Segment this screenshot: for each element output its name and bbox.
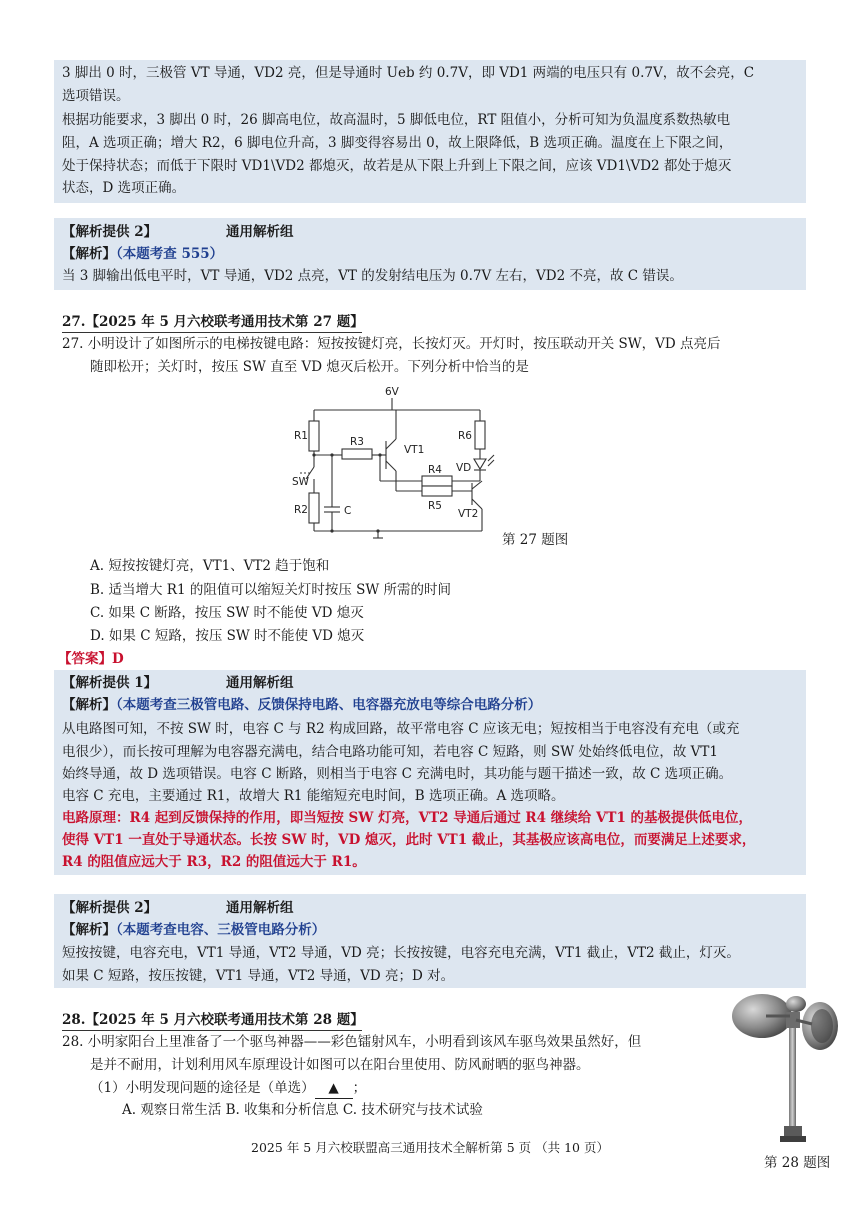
label-r6: R6: [458, 430, 472, 442]
analysis-text: 如果 C 短路，按压按键，VT1 导通，VT2 导通，VD 亮；D 对。: [62, 968, 455, 984]
label-r3: R3: [350, 436, 364, 448]
label-6v: 6V: [385, 386, 399, 398]
answer-blank: ▲: [315, 1078, 353, 1099]
analysis-text: 短按按键，电容充电，VT1 导通，VT2 导通，VD 亮；长按按键，电容充电充满，VT1 截止，VT2 截止，灯灭。: [62, 945, 740, 961]
text-line: 处于保持状态；而低于下限时 VD1\VD2 都熄灭，故若是从下限上升到上下限之间，应该 VD1\VD2 都处于熄灭: [62, 158, 732, 174]
provider-group: 通用解析组: [226, 224, 294, 240]
text-line: 阻，A 选项正确；增大 R2，6 脚电位升高，3 脚变得容易出 0，故上限降低，B 选项正确。温度在上下限之间，: [62, 135, 733, 151]
label-r4: R4: [428, 464, 442, 476]
analysis-label: 【解析】: [62, 246, 116, 262]
provider-label: 【解析提供 2】: [62, 224, 158, 240]
label-vd: VD: [456, 462, 472, 474]
text-line: 状态，D 选项正确。: [62, 180, 186, 196]
analysis-text: 从电路图可知，不按 SW 时，电容 C 与 R2 构成回路，故平常电容 C 应该无电；短按相当于电容没有充电（或充: [62, 721, 740, 737]
question-28-stem: 28. 小明家阳台上里准备了一个驱鸟神器——彩色镭射风车，小明看到该风车驱鸟效果虽然好，但: [62, 1034, 642, 1050]
answer-label: 【答案】D: [58, 651, 124, 667]
provider-label: 【解析提供 1】: [62, 675, 158, 691]
question-28-header: 28.【2025 年 5 月六校联考通用技术第 28 题】: [62, 1010, 362, 1031]
label-r1: R1: [294, 430, 308, 442]
label-vt1: VT1: [404, 444, 425, 456]
question-28-sub1: [90, 1078, 366, 1099]
label-vt2: VT2: [458, 508, 479, 520]
circuit-diagram-q27: [292, 383, 502, 543]
circuit-principle: 使得 VT1 一直处于导通状态。长按 SW 时，VD 熄灭，此时 VT1 截止，其基极应该高电位，而要满足上述要求，: [62, 832, 756, 848]
option-a: A. 短按按键灯亮，VT1、VT2 趋于饱和: [90, 558, 330, 574]
label-c: C: [344, 505, 352, 517]
analysis-heading: [62, 695, 541, 715]
label-r5: R5: [428, 500, 442, 512]
figure-caption-28: 第 28 题图: [764, 1155, 831, 1171]
figure-caption-27: 第 27 题图: [502, 532, 569, 548]
analysis-label: 【解析】: [62, 922, 116, 938]
text-line: 3 脚出 0 时，三极管 VT 导通，VD2 亮，但是导通时 Ueb 约 0.7V，即 VD1 两端的电压只有 0.7V，故不会亮，C: [62, 65, 755, 81]
analysis-text: 始终导通，故 D 选项错误。电容 C 断路，则相当于电容 C 充满电时，其功能与题干描述一致，故 C 选项正确。: [62, 766, 733, 782]
analysis-text: 当 3 脚输出低电平时，VT 导通，VD2 点亮，VT 的发射结电压为 0.7V 左右，VD2 不亮，故 C 错误。: [62, 268, 683, 284]
sub1-tail: ；: [352, 1080, 367, 1096]
circuit-principle: R4 的阻值应远大于 R3，R2 的阻值远大于 R1。: [62, 854, 366, 870]
circuit-principle: 电路原理：R4 起到反馈保持的作用，即当短按 SW 灯亮，VT2 导通后通过 R4 继续给 VT1 的基极提供低电位，: [62, 810, 753, 826]
question-28-sub1-options: A. 观察日常生活 B. 收集和分析信息 C. 技术研究与技术试验: [122, 1102, 483, 1118]
analysis-topic: （本题考查 555）: [116, 246, 224, 262]
sub1-text: （1）小明发现问题的途径是（单选）: [90, 1080, 315, 1096]
analysis-text: 电容 C 充电，主要通过 R1，故增大 R1 能缩短充电时间，B 选项正确。A 选项略。: [62, 788, 565, 804]
provider-label: 【解析提供 2】: [62, 900, 158, 916]
provider-group: 通用解析组: [226, 675, 294, 691]
option-d: D. 如果 C 短路，按压 SW 时不能使 VD 熄灭: [90, 628, 365, 644]
bird-deterrent-windmill-image: [730, 990, 840, 1150]
analysis-label: 【解析】: [62, 697, 116, 713]
text-line: 选项错误。: [62, 88, 130, 104]
text-line: 根据功能要求，3 脚出 0 时，26 脚高电位，故高温时，5 脚低电位，RT 阻值小，分析可知为负温度系数热敏电: [62, 112, 731, 128]
label-r2: R2: [294, 504, 308, 516]
analysis-topic: （本题考查电容、三极管电路分析）: [116, 922, 326, 938]
page-footer: 2025 年 5 月六校联盟高三通用技术全解析第 5 页 （共 10 页）: [251, 1140, 609, 1155]
question-28-stem: 是并不耐用，计划利用风车原理设计如图可以在阳台里使用、防风耐晒的驱鸟神器。: [90, 1057, 590, 1073]
analysis-topic: （本题考查三极管电路、反馈保持电路、电容器充放电等综合电路分析）: [116, 697, 542, 713]
analysis-heading: [62, 920, 325, 940]
provider-group: 通用解析组: [226, 900, 294, 916]
label-sw: SW: [292, 476, 310, 488]
analysis-text: 电很少），而长按可理解为电容器充满电，结合电路功能可知，若电容 C 短路，则 SW 处始终低电位，故 VT1: [62, 744, 719, 760]
analysis-heading: [62, 244, 223, 264]
question-27-header: 27.【2025 年 5 月六校联考通用技术第 27 题】: [62, 312, 362, 333]
option-c: C. 如果 C 断路，按压 SW 时不能使 VD 熄灭: [90, 605, 364, 621]
option-b: B. 适当增大 R1 的阻值可以缩短关灯时按压 SW 所需的时间: [90, 582, 452, 598]
question-27-stem: 27. 小明设计了如图所示的电梯按键电路：短按按键灯亮，长按灯灭。开灯时，按压联动开关 SW，VD 点亮后: [62, 336, 721, 352]
question-27-stem: 随即松开；关灯时，按压 SW 直至 VD 熄灭后松开。下列分析中恰当的是: [90, 359, 529, 375]
